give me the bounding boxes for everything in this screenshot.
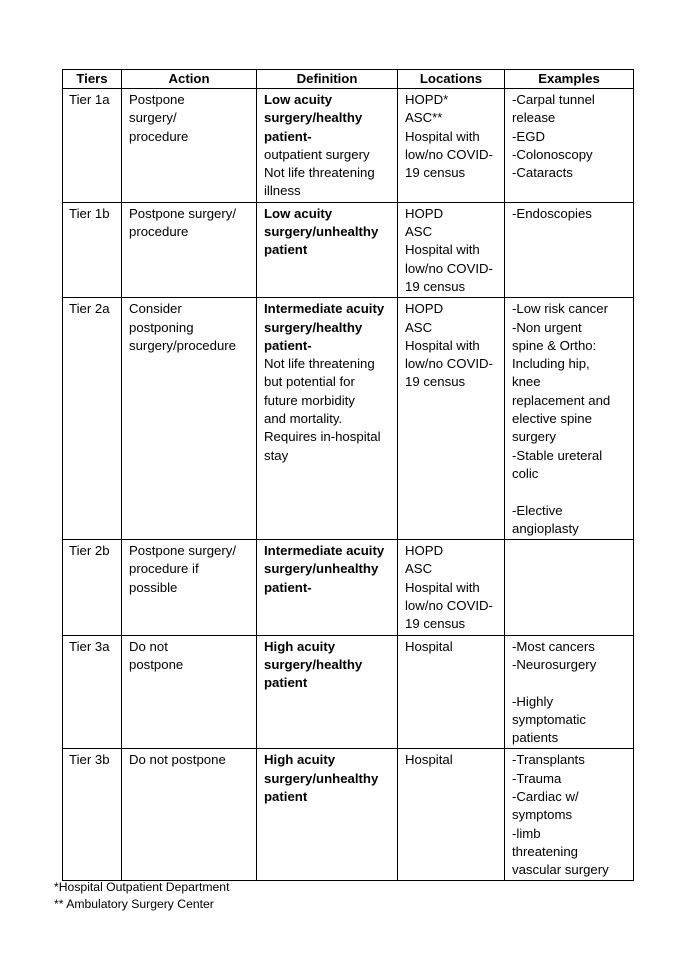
example-line: -Endoscopies [512,205,592,221]
definition-cell [257,89,398,203]
table-row [63,635,634,749]
location-line: Hospital with [405,128,480,144]
examples-cell [505,298,634,540]
location-line: 19 census [405,278,466,294]
table-row [63,202,634,297]
example-line: -Low risk cancer [512,301,609,317]
action-cell [122,298,257,540]
definition-heading-line: patient- [264,337,312,353]
locations-cell [398,298,505,540]
location-line: Hospital [405,752,453,768]
table-row [63,540,634,635]
example-line: Including hip, [512,356,590,372]
definition-text-line: stay [264,447,289,463]
footnotes [54,879,229,914]
example-line: -EGD [512,128,545,144]
definition-text-line: and mortality. [264,411,343,427]
header-definition: Definition [257,70,398,89]
action-cell [122,635,257,749]
example-line: colic [512,465,539,481]
example-line: spine & Ortho: [512,337,597,353]
definition-heading-line: surgery/healthy [264,656,363,672]
table-body [63,89,634,881]
location-line: low/no COVID- [405,356,493,372]
location-line: ASC [405,224,433,240]
definition-text-line: future morbidity [264,392,355,408]
definition-text-line: Not life threatening [264,165,375,181]
definition-heading-line: surgery/healthy [264,110,363,126]
action-line: Do not postpone [129,752,226,768]
action-cell [122,540,257,635]
example-line: -Transplants [512,752,585,768]
location-line: ASC [405,561,433,577]
location-line: HOPD [405,543,444,559]
examples-cell [505,749,634,881]
example-line: surgery [512,429,556,445]
footnote-asc: ** Ambulatory Surgery Center [54,897,214,912]
definition-text-line: Not life threatening [264,356,375,372]
definition-heading-line: Low acuity [264,205,333,221]
example-line [512,483,628,501]
example-line: -Cataracts [512,165,573,181]
locations-cell [398,749,505,881]
definition-heading-line: surgery/unhealthy [264,561,379,577]
definition-heading-line: patient [264,675,308,691]
definition-heading-line: surgery/healthy [264,319,363,335]
action-cell [122,749,257,881]
table-row [63,749,634,881]
action-line: postponing [129,319,194,335]
examples-cell [505,635,634,749]
definition-cell [257,749,398,881]
action-line: Do not [129,638,168,654]
example-line: -Neurosurgery [512,656,597,672]
example-line: replacement and [512,392,611,408]
location-line: Hospital [405,638,453,654]
location-line: low/no COVID- [405,260,493,276]
locations-cell [398,202,505,297]
definition-cell [257,540,398,635]
action-line: procedure if [129,561,199,577]
example-line: -Most cancers [512,638,595,654]
action-line: Consider [129,301,182,317]
tier-cell: Tier 3a [63,635,122,749]
example-line: -Cardiac w/ [512,788,579,804]
location-line: HOPD* [405,92,449,107]
location-line: 19 census [405,374,466,390]
locations-cell [398,635,505,749]
header-examples: Examples [505,70,634,89]
example-line: -Highly [512,693,554,709]
location-line: HOPD [405,301,444,317]
location-line: HOPD [405,205,444,221]
example-line: knee [512,374,541,390]
tier-cell: Tier 3b [63,749,122,881]
definition-text-line: outpatient surgery [264,146,370,162]
surgery-tier-table [62,69,634,881]
header-locations: Locations [398,70,505,89]
definition-heading-line: patient [264,242,308,258]
definition-heading-line: surgery/unhealthy [264,770,379,786]
table-row [63,89,634,203]
tier-cell: Tier 1a [63,89,122,203]
definition-text-line: but potential for [264,374,355,390]
action-line: procedure [129,128,189,144]
location-line: low/no COVID- [405,598,493,614]
example-line: -Stable ureteral [512,447,603,463]
definition-cell [257,202,398,297]
definition-heading-line: surgery/unhealthy [264,224,379,240]
action-line: postpone [129,656,184,672]
location-line: low/no COVID- [405,146,493,162]
location-line: Hospital with [405,242,480,258]
definition-heading-line: High acuity [264,752,336,768]
example-line: -Elective [512,502,563,518]
table-row [63,298,634,540]
tier-cell: Tier 1b [63,202,122,297]
location-line: 19 census [405,165,466,181]
action-line: surgery/procedure [129,337,237,353]
locations-cell [398,89,505,203]
action-line: Postpone surgery/ [129,543,237,559]
tier-cell: Tier 2a [63,298,122,540]
definition-text-line: illness [264,183,301,199]
example-line: -Trauma [512,770,562,786]
header-tiers: Tiers [63,70,122,89]
definition-heading-line: patient- [264,128,312,144]
examples-cell [505,89,634,203]
tier-cell: Tier 2b [63,540,122,635]
definition-cell [257,298,398,540]
definition-heading-line: High acuity [264,638,336,654]
definition-heading-line: Intermediate acuity [264,301,385,317]
example-line: -limb [512,825,541,841]
example-line: patients [512,730,559,746]
example-line [512,674,628,692]
example-line: release [512,110,556,126]
example-line: -Colonoscopy [512,146,593,162]
action-cell [122,202,257,297]
action-line: Postpone [129,92,185,107]
locations-cell [398,540,505,635]
header-row [63,70,634,89]
definition-heading-line: Intermediate acuity [264,543,385,559]
examples-cell [505,202,634,297]
footnote-hopd: *Hospital Outpatient Department [54,880,230,894]
location-line: Hospital with [405,337,480,353]
header-action: Action [122,70,257,89]
definition-heading-line: patient- [264,579,312,595]
action-line: Postpone surgery/ [129,205,237,221]
definition-text-line: Requires in-hospital [264,429,381,445]
example-line: symptoms [512,807,573,823]
example-line: angioplasty [512,520,579,536]
definition-heading-line: Low acuity [264,92,333,107]
example-line: -Carpal tunnel [512,92,595,107]
action-cell [122,89,257,203]
example-line: symptomatic [512,711,587,727]
example-line: -Non urgent [512,319,582,335]
action-line: surgery/ [129,110,177,126]
definition-cell [257,635,398,749]
location-line: ASC** [405,110,443,126]
location-line: ASC [405,319,433,335]
action-line: procedure [129,224,189,240]
location-line: Hospital with [405,579,480,595]
example-line: vascular surgery [512,862,609,878]
action-line: possible [129,579,178,595]
example-line: threatening [512,843,578,859]
example-line: elective spine [512,411,592,427]
definition-heading-line: patient [264,788,308,804]
location-line: 19 census [405,616,466,632]
examples-cell [505,540,634,635]
